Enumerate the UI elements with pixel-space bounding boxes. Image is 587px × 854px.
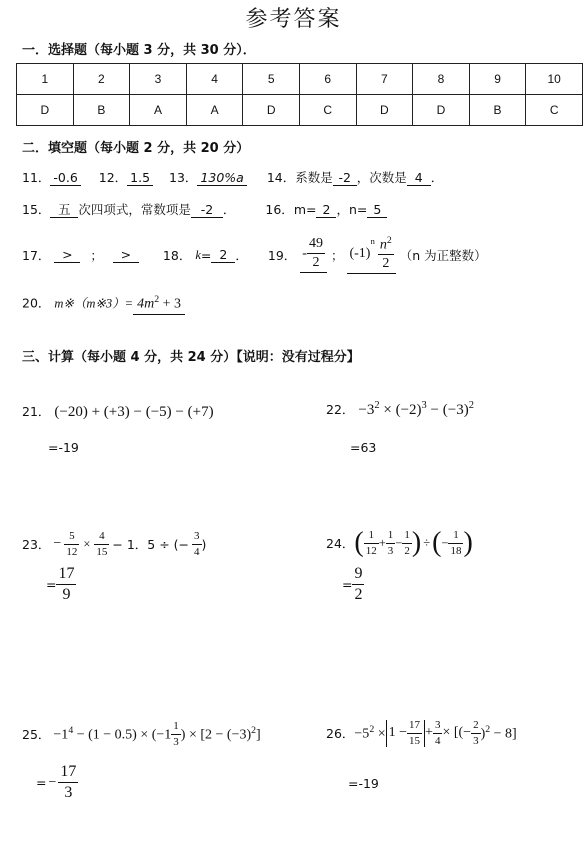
q19-note: （n 为正整数） <box>399 248 487 263</box>
answer-table-answer-cell: A <box>186 95 243 126</box>
q16-m-label: m= <box>293 202 317 217</box>
q26-number: 26． <box>326 726 355 741</box>
q21-problem <box>22 402 214 421</box>
fill-row-15-16 <box>22 200 387 218</box>
answer-table-number-cell: 5 <box>243 64 300 95</box>
q24-f3-den: 2 <box>404 544 410 557</box>
q16-n-label: ，n= <box>336 202 368 217</box>
q18-equals: = <box>200 247 212 263</box>
q26-start <box>354 724 385 743</box>
q17-answer-1: > <box>54 247 80 263</box>
fill-row-11-14 <box>22 168 443 186</box>
q15-end: ． <box>222 202 236 217</box>
answer-table-answer-cell: C <box>526 95 583 126</box>
q26-part-5: ) <box>480 726 486 742</box>
q14-text-degree: ，次数是 <box>356 170 407 185</box>
answer-table-answer-cell: D <box>17 95 74 126</box>
q26-problem <box>326 712 517 754</box>
q24-f2-den: 3 <box>387 544 394 557</box>
q24-f1-den: 12 <box>365 544 377 557</box>
q23-f2-num: 4 <box>94 531 109 545</box>
q23-f2-den: 15 <box>96 545 108 558</box>
q25-answer-den: 3 <box>64 784 73 801</box>
q22-part-1: −3 <box>358 402 375 418</box>
q14-answer-degree: 4 <box>407 170 431 186</box>
q26-abs-den: 15 <box>409 734 421 747</box>
q23-times: × <box>83 536 91 551</box>
q17-number: 17． <box>22 248 51 263</box>
q12-number: 12． <box>98 170 128 185</box>
q26-exp-1: 2 <box>369 723 375 735</box>
q26-part-2: × <box>374 726 386 742</box>
q26-part-4: × [(− <box>442 725 472 740</box>
q21-expression: (−20) + (+3) − (−5) − (+7) <box>54 404 214 420</box>
q17-answer-2: > <box>113 247 139 263</box>
q20-expression: m※（m※3）= <box>54 296 134 311</box>
answer-table-answer-cell: A <box>130 95 187 126</box>
section3-heading: 三、计算（每小题 4 分，共 24 分）【说明：没有过程分】 <box>22 350 360 365</box>
q22-part-3: − (−3) <box>426 402 469 418</box>
q16-number: 16． <box>265 202 294 217</box>
q20-answer <box>133 292 185 315</box>
q12-answer: 1.5 <box>127 170 153 186</box>
q23-f1-num: 5 <box>64 531 79 545</box>
q25-mixed-fraction <box>171 721 181 748</box>
q25-exp-1: 4 <box>68 724 74 736</box>
q24-divide: ÷ <box>423 535 431 550</box>
answer-table-number-cell: 2 <box>73 64 130 95</box>
q23-number: 23． <box>22 537 51 552</box>
q14-number: 14． <box>266 170 296 185</box>
answer-table-number-cell: 9 <box>469 64 526 95</box>
q25-part-1: −1 <box>53 727 69 743</box>
q16-m-answer: 2 <box>316 202 336 218</box>
q21-number: 21． <box>22 404 51 419</box>
answer-table-answer-cell: D <box>356 95 413 126</box>
q22-problem <box>326 400 474 419</box>
q19-exponent: n <box>370 235 375 246</box>
q15-answer-constant: -2 <box>191 202 223 218</box>
q19-answer-1 <box>300 237 327 273</box>
q23-fraction-3 <box>192 531 202 558</box>
q18-number: 18． <box>162 248 192 263</box>
q24-f2-num: 1 <box>386 530 396 544</box>
q24-plus: + <box>378 535 386 550</box>
answer-table-number-cell: 8 <box>413 64 470 95</box>
q24-negative: − <box>441 535 449 550</box>
q26-answer: =-19 <box>348 776 379 791</box>
q25-answer <box>36 764 78 801</box>
q22-answer: =63 <box>350 440 377 455</box>
q23-answer <box>46 566 76 603</box>
q25-expression-tail <box>181 725 261 744</box>
q14-text-coef: 系数是 <box>295 170 333 185</box>
q19-number: 19． <box>267 248 297 263</box>
q25-equals: = <box>36 775 47 790</box>
q24-open-paren-2: ( <box>432 527 442 558</box>
answer-table-number-cell: 3 <box>130 64 187 95</box>
q26-absolute-value <box>386 720 425 747</box>
q24-answer-den: 2 <box>354 586 363 603</box>
section2-heading: 二．填空题（每小题 2 分，共 20 分） <box>22 141 250 156</box>
q16-n-answer: 5 <box>367 202 387 218</box>
q11-number: 11． <box>22 170 51 185</box>
q15-number: 15． <box>22 202 51 217</box>
q18-end: ． <box>235 248 248 263</box>
q23-answer-den: 9 <box>62 586 71 603</box>
answer-table-answer-cell: C <box>299 95 356 126</box>
q24-number: 24． <box>326 536 355 551</box>
q25-part-2: − (1 − 0.5) × (−1 <box>73 727 172 743</box>
fill-row-17-19 <box>22 232 487 278</box>
q24-minus: − <box>395 535 403 550</box>
answer-table-number-cell: 7 <box>356 64 413 95</box>
q25-number: 25． <box>22 727 51 742</box>
q19-base: (-1) <box>349 245 371 261</box>
q26-fraction-3 <box>471 720 481 747</box>
q25-answer-fraction <box>58 764 78 801</box>
q26-f2-num: 3 <box>433 720 443 734</box>
q15-text: 次四项式，常数项是 <box>78 202 191 217</box>
section1-heading: 一．选择题（每小题 3 分，共 30 分）． <box>22 43 256 58</box>
q24-f1-num: 1 <box>364 530 379 544</box>
answer-table-number-cell: 4 <box>186 64 243 95</box>
q19-fraction-2-var: n <box>379 237 387 253</box>
answer-table-number-cell: 6 <box>299 64 356 95</box>
q11-answer: -0.6 <box>50 170 80 186</box>
q24-f3-num: 1 <box>402 530 412 544</box>
q20-answer-exp: 2 <box>154 294 160 305</box>
q22-part-2: × (−2) <box>379 402 422 418</box>
q26-fraction-2 <box>433 720 443 747</box>
answer-table-number-row <box>17 64 583 95</box>
q23-f3-den: 4 <box>194 545 200 558</box>
q19-fraction-1 <box>307 237 325 270</box>
q26-abs-prefix: 1 − <box>388 725 408 740</box>
q13-number: 13． <box>169 170 198 185</box>
q22-exp-2: 3 <box>421 400 427 411</box>
q23-end: ) <box>201 536 207 552</box>
answer-table-answer-cell: D <box>413 95 470 126</box>
q20-answer-term: 4m <box>137 296 155 312</box>
q26-part-1: −5 <box>354 726 370 742</box>
q22-expression <box>358 402 474 418</box>
q24-equals: = <box>342 577 353 592</box>
q24-answer <box>342 566 364 603</box>
q25-problem <box>22 714 261 754</box>
q19-fraction-2-exp: 2 <box>386 234 392 246</box>
q24-fraction-1 <box>364 530 379 557</box>
q26-abs-fraction <box>407 720 422 747</box>
q21-answer: =-19 <box>48 440 79 455</box>
page-title: 参考答案 <box>245 7 342 32</box>
q24-answer-num: 9 <box>352 566 364 585</box>
q17-separator: ； <box>90 248 103 263</box>
fill-row-20 <box>22 292 185 315</box>
q24-close-paren-2: ) <box>463 527 473 558</box>
q24-answer-fraction <box>352 566 364 603</box>
q23-sign: − <box>53 536 62 551</box>
q23-answer-fraction <box>56 566 76 603</box>
q18-variable: k <box>195 247 201 262</box>
q24-f4-den: 18 <box>450 544 462 557</box>
q18-answer: 2 <box>211 247 235 263</box>
q23-fraction-1 <box>64 531 79 558</box>
q15-answer-degree: 五 <box>50 202 78 218</box>
q25-part-3: ) × [2 − (−3) <box>180 727 252 743</box>
answer-table-answer-cell: B <box>73 95 130 126</box>
q19-fraction-1-numerator: 49 <box>307 237 325 254</box>
q26-f2-den: 4 <box>434 734 441 747</box>
q24-f4-num: 1 <box>448 530 463 544</box>
q26-abs-num: 17 <box>407 720 422 734</box>
answer-table-answer-cell: D <box>243 95 300 126</box>
q19-fraction-2 <box>378 236 394 272</box>
q24-fraction-3 <box>402 530 412 557</box>
q23-problem <box>22 524 206 564</box>
q14-end: ． <box>430 170 444 185</box>
q24-close-paren: ) <box>411 527 422 558</box>
q19-fraction-2-denominator: 2 <box>382 256 390 272</box>
q24-fraction-4 <box>448 530 463 557</box>
q26-f3-num: 2 <box>471 720 481 734</box>
q22-exp-3: 2 <box>468 400 474 411</box>
q26-end <box>481 724 517 743</box>
answer-table-number-cell: 1 <box>17 64 74 95</box>
q25-part-4: ] <box>256 727 261 743</box>
q22-number: 22． <box>326 402 355 417</box>
answer-table-number-cell: 10 <box>526 64 583 95</box>
q23-f3-num: 3 <box>192 531 202 545</box>
q24-problem <box>326 522 473 564</box>
q25-mixed-num: 1 <box>171 721 181 735</box>
q25-answer-sign: − <box>48 774 57 790</box>
q25-expression <box>53 725 171 744</box>
q25-answer-num: 17 <box>58 764 78 783</box>
q26-part-3: + <box>425 725 433 740</box>
q26-part-6: − 8] <box>490 726 517 742</box>
q23-fraction-2 <box>94 531 109 558</box>
q19-fraction-1-denominator: 2 <box>312 255 320 270</box>
q23-f1-den: 12 <box>66 545 78 558</box>
q23-answer-num: 17 <box>56 566 76 585</box>
q20-number: 20． <box>22 295 51 311</box>
q23-middle: − 1．5 ÷ (− <box>112 537 189 552</box>
q14-answer-coef: -2 <box>333 170 357 186</box>
answer-table-answer-row <box>17 95 583 126</box>
q24-open-paren: ( <box>354 527 364 558</box>
q19-answer-2 <box>347 236 395 275</box>
q26-f3-den: 3 <box>473 734 479 747</box>
q20-answer-tail: + 3 <box>159 296 182 312</box>
q25-mixed-den: 3 <box>173 735 179 748</box>
answer-table-answer-cell: B <box>469 95 526 126</box>
q13-answer: 130%a <box>197 170 246 186</box>
answer-table <box>16 63 583 126</box>
q22-exp-1: 2 <box>374 400 380 411</box>
q26-exp-5: 2 <box>485 723 491 735</box>
q19-fraction-2-numerator <box>378 236 394 256</box>
q24-fraction-2 <box>386 530 396 557</box>
q19-sign: - <box>302 245 307 261</box>
q19-separator: ； <box>330 248 344 263</box>
q25-exp-3: 2 <box>251 724 257 736</box>
q23-equals: = <box>46 577 57 592</box>
